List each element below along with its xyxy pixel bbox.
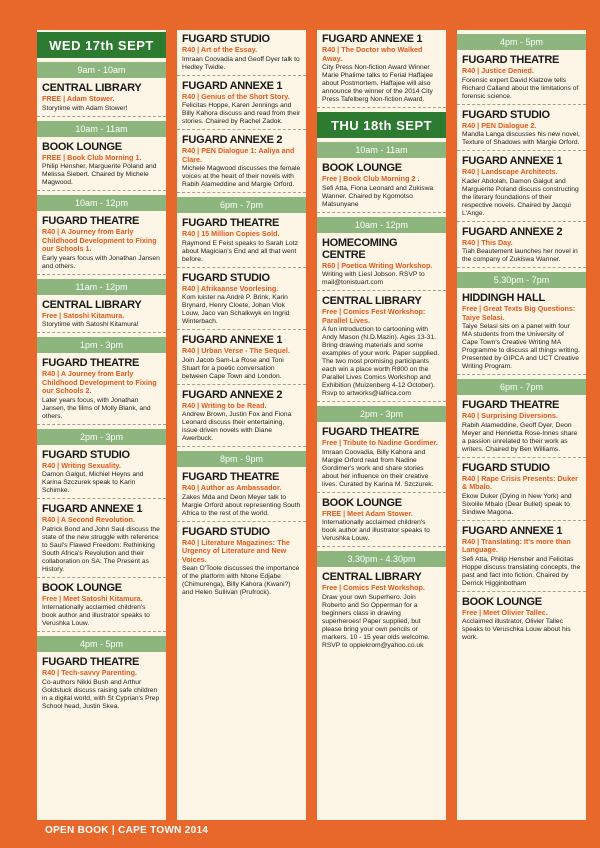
event-title: R40 | Urban Verse - The Sequel. — [182, 346, 290, 355]
event-description: Writing with Liesl Jobson. RSVP to mail@tonistuart.com — [322, 271, 425, 286]
schedule-column-2 — [177, 30, 306, 820]
event-description: Co-authors Nikki Bush and Arthur Goldstuck discuss raising safe children in a digital world, with St Cyprian's Prep School head, Justin Skea. — [42, 678, 160, 710]
event-entry — [177, 134, 306, 193]
event-description: Damon Galgut, Michiel Heyns and Karina Szczurek speak to Karin Schimke. — [42, 471, 144, 494]
event-entry — [37, 141, 166, 192]
event-entry — [457, 292, 586, 375]
event-title: FREE | Adam Stower. — [42, 94, 115, 103]
event-venue: FUGARD STUDIO — [462, 461, 550, 474]
event-title: Free | Comics Fest Workshop. — [322, 583, 425, 592]
event-venue: CENTRAL LIBRARY — [322, 295, 422, 307]
event-title: R40 | This Day. — [462, 237, 513, 247]
event-venue: BOOK LOUNGE — [322, 496, 402, 509]
event-entry — [37, 503, 166, 578]
event-entry — [37, 582, 166, 633]
event-entry — [37, 215, 166, 275]
event-venue: BOOK LOUNGE — [42, 140, 122, 153]
event-title: FREE | Meet Adam Stower. — [322, 508, 413, 518]
event-title: R40 | PEN Dialogue 2. — [462, 120, 537, 130]
event-entry — [317, 33, 446, 108]
event-title: R40 | A Second Revolution. — [42, 515, 135, 524]
schedule-column-1 — [37, 30, 166, 820]
time-slot-header: 4pm - 5pm — [37, 636, 166, 652]
event-entry — [457, 399, 586, 458]
event-venue: HOMECOMING CENTRE — [322, 236, 398, 261]
day-heading: THU 18th SEPT — [317, 112, 446, 138]
event-venue: FUGARD STUDIO — [182, 33, 270, 45]
event-title: R40 | Writing Sexuality. — [42, 460, 121, 470]
event-title: R40 | A Journey from Early Childhood Development to Fixing our Schools 1. — [42, 227, 157, 253]
event-entry — [457, 462, 586, 521]
time-slot-header: 3.30pm - 4.30pm — [317, 551, 446, 567]
event-venue: FUGARD THEATRE — [462, 399, 560, 411]
event-title: FREE | Book Club Morning 1. — [42, 152, 142, 162]
event-description: Michele Magwood discusses the female voices at the heart of their novels with Rabih Alameddine and Margie Orford. — [182, 165, 301, 188]
event-venue: FUGARD ANNEXE 1 — [462, 524, 563, 537]
event-title: Free | Great Texts Big Questions: Taiye Selasi. — [462, 304, 576, 322]
time-slot-header: 11am - 12pm — [37, 279, 166, 295]
event-venue: FUGARD ANNEXE 1 — [182, 79, 283, 92]
event-description: Raymond E Feist speaks to Sarah Lotz about Magician's End and all that went before. — [182, 239, 298, 263]
event-entry — [37, 357, 166, 425]
event-description: Mandla Langa discusses his new novel, Texture of Shadows with Margie Orford. — [462, 131, 580, 146]
event-title: R40 | Afrikaanse Voorlesing. — [182, 283, 279, 293]
event-description: Internationally acclaimed children's book author and illustrator speaks to Verushka Louw. — [42, 604, 150, 627]
event-title: R40 | Writing to be Read. — [182, 400, 267, 410]
event-description: Sefi Atta, Fiona Leonard and Zukiswa Wanner. Chaired by Kgomotso Matsunyane — [322, 184, 434, 208]
event-description: Join Jacob Sam-La Rose and Toni Stuart for a poetic conversation between Cape Town and London. — [182, 356, 284, 380]
event-venue: FUGARD THEATRE — [42, 215, 140, 227]
event-description: Kader Abdolah, Damon Galgut and Marguerite Poland discuss constructing the literary foundations of their respective novels. Chaired by Jacqui L'Ange. — [462, 177, 579, 217]
event-venue: BOOK LOUNGE — [322, 162, 402, 174]
event-entry — [177, 272, 306, 331]
day-heading: WED 17th SEPT — [37, 32, 166, 58]
event-title: R40 | A Journey from Early Childhood Development to Fixing our Schools 2. — [42, 369, 157, 395]
event-title: R40 | Landscape Architects. — [462, 167, 558, 176]
event-entry — [37, 656, 166, 714]
time-slot-header: 6pm - 7pm — [457, 379, 586, 395]
event-description: Storytime with Adam Stower! — [42, 104, 128, 112]
event-title: R40 | Tech-savvy Parenting. — [42, 668, 137, 677]
event-venue: HIDDINGH HALL — [462, 292, 545, 304]
event-description: Acclaimed illustrator, Olivier Tallec speaks to Veruschka Louw about his work. — [462, 618, 571, 641]
footer-title: OPEN BOOK | CAPE TOWN 2014 — [45, 825, 209, 836]
event-venue: FUGARD ANNEXE 2 — [462, 225, 563, 238]
event-entry — [317, 162, 446, 213]
event-entry — [177, 334, 306, 385]
event-venue: FUGARD THEATRE — [182, 217, 280, 229]
event-description: A fun introduction to cartooning with Andy Mason (N.D.Mazin). Ages 13-31. Bring drawing materials and some examples of your work. Paper supplied. The two most promising participants each win a place worth R800 on the Parallel Lives Comics Workshop and Exhibition (Muizenberg 4-12 October). Rsvp to artworks@iafrica.com — [322, 326, 440, 397]
event-title: R40 | PEN Dialogue 1: Aaliya and Clare. — [182, 146, 295, 164]
event-title: R40 | Art of the Essay. — [182, 45, 258, 54]
event-venue: FUGARD ANNEXE 1 — [462, 155, 563, 167]
event-entry — [177, 526, 306, 601]
event-title: R40 | Translating: It's more than Language. — [462, 536, 571, 554]
event-title: Free | Meet Olivier Tallec. — [462, 607, 548, 617]
event-entry — [457, 155, 586, 222]
time-slot-header: 9am - 10am — [37, 62, 166, 78]
event-venue: FUGARD STUDIO — [182, 271, 270, 284]
event-entry — [177, 80, 306, 131]
time-slot-header: 4pm - 5pm — [457, 34, 586, 50]
schedule-page — [37, 30, 589, 820]
time-slot-header: 10am - 12pm — [37, 195, 166, 211]
time-slot-header: 2pm - 3pm — [317, 406, 446, 422]
event-description: Internationally acclaimed children's book author and illustrator speaks to Verushka Louw. — [322, 519, 430, 542]
event-description: Imraan Coovadia, Billy Kahora and Margie Orford read from Nadine Gordimer's work and share stories about her influence on their creative lives. Curated by Karina M. Szczurek. — [322, 448, 434, 488]
time-slot-header: 10am - 11am — [317, 142, 446, 158]
event-entry — [37, 82, 166, 117]
event-entry — [177, 389, 306, 448]
event-entry — [457, 226, 586, 269]
event-venue: CENTRAL LIBRARY — [42, 298, 142, 311]
event-entry — [457, 54, 586, 105]
event-description: Philip Hensher, Marguerite Poland and Melissa Siebert. Chaired by Michele Magwood. — [42, 163, 157, 186]
event-description: Zakes Mda and Deon Meyer talk to Margie Orford about representing South Africa to the rest of the world. — [182, 493, 301, 517]
event-description: Imraan Coovadia and Geoff Dyer talk to Hedley Twidle. — [182, 55, 300, 71]
event-title: Free | Satoshi Kitamura. — [42, 310, 125, 320]
event-title: R40 | Surprising Diversions. — [462, 411, 558, 420]
event-title: Free | Book Club Morning 2 . — [322, 174, 420, 183]
event-venue: BOOK LOUNGE — [462, 595, 542, 608]
event-venue: FUGARD ANNEXE 1 — [322, 33, 423, 45]
event-description: Rabih Alameddine, Geoff Dyer, Deon Meyer and Henrietta Rose-Innes share a passion unrelated to their work as writers. Chaired by Ben Williams. — [462, 421, 578, 453]
event-title: R40 | Genius of the Short Story. — [182, 91, 290, 101]
event-entry — [317, 426, 446, 493]
event-venue: FUGARD THEATRE — [42, 357, 140, 369]
event-entry — [317, 497, 446, 548]
event-description: Sefi Atta, Philip Hensher and Felicitas Hoppe discuss translating concepts, the past and fact into fiction. Chaired by Derrick Higginbotham — [462, 555, 581, 587]
event-title: R60 | Poetica Writing Workshop. — [322, 260, 433, 270]
event-venue: CENTRAL LIBRARY — [42, 82, 142, 94]
schedule-column-4 — [457, 30, 586, 820]
event-title: Free | Comics Fest Workshop: Parallel Lives. — [322, 307, 426, 325]
event-description: Patrick Bond and John Saul discuss the state of the new struggle with reference to Saul's Flawed Freedom: Rethinking South Africa's Revolution and their collaboration on SA: The Present as History. — [42, 525, 160, 573]
time-slot-header: 10am - 12pm — [317, 217, 446, 233]
event-title: R40 | The Doctor who Walked Away. — [322, 45, 423, 63]
event-description: Tiah Beautement launches her novel in the company of Zukiswa Wanner. — [462, 248, 578, 263]
event-description: Forensic expert David Klatzow tells Richard Calland about the limitations of forensic science. — [462, 76, 579, 100]
event-entry — [37, 449, 166, 500]
event-description: Andrew Brown, Justin Fox and Fiona Leonard discuss their entertaining, issue driven novels with Diane Awerbuck. — [182, 411, 292, 442]
time-slot-header: 2pm - 3pm — [37, 429, 166, 445]
event-venue: FUGARD ANNEXE 1 — [42, 503, 143, 515]
event-entry — [317, 295, 446, 402]
event-entry — [457, 596, 586, 646]
event-entry — [317, 237, 446, 292]
event-entry — [177, 471, 306, 522]
event-description: Ekow Duker (Dying in New York) and Sixolile Mbalo (Dear Bullet) speak to Sindiwe Magona. — [462, 492, 572, 516]
event-title: Free | Tribute to Nadine Gordimer. — [322, 438, 438, 447]
event-entry — [37, 299, 166, 334]
event-entry — [457, 525, 586, 592]
event-entry — [317, 571, 446, 653]
event-description: Storytime with Satoshi Kitamura! — [42, 321, 139, 328]
event-title: R40 | 15 Million Copies Sold. — [182, 229, 280, 238]
event-venue: FUGARD STUDIO — [42, 448, 130, 461]
event-description: Draw your own Superhero. Join Roberto and So Opperman for a beginners class in drawing superheroes! Paper supplied, but please bring your own pencils or markers. 10 - 15 year olds welcome. RSVP to oppiekrom@yahoo.co.uk — [322, 593, 430, 649]
event-venue: FUGARD STUDIO — [182, 525, 270, 538]
event-venue: FUGARD ANNEXE 2 — [182, 388, 283, 401]
event-entry — [177, 33, 306, 76]
event-title: R40 | Author as Ambassador. — [182, 483, 282, 492]
event-description: Sean O'Toole discusses the importance of the platform with Ntone Edjabe (Chimurenga), Billy Kahora (Kwani?) and Helen Sullivan (Prufrock). — [182, 565, 300, 596]
event-title: R40 | Justice Denied. — [462, 66, 534, 75]
event-description: Later years focus, with Jonathan Jansen, the films of Molly Blank, and others. — [42, 396, 151, 420]
event-venue: FUGARD THEATRE — [322, 426, 420, 438]
event-venue: FUGARD ANNEXE 2 — [182, 134, 283, 146]
event-description: Early years focus with Jonathan Jansen and others. — [42, 254, 160, 270]
event-venue: BOOK LOUNGE — [42, 581, 122, 594]
time-slot-header: 6pm - 7pm — [177, 197, 306, 213]
event-venue: FUGARD ANNEXE 1 — [182, 334, 283, 346]
event-title: Free | Meet Satoshi Kitamura. — [42, 593, 143, 603]
time-slot-header: 1pm - 3pm — [37, 337, 166, 353]
event-venue: FUGARD THEATRE — [462, 54, 560, 66]
event-venue: FUGARD THEATRE — [182, 471, 280, 483]
event-description: City Press Non-fiction Award Winner Marie Phalime talks to Ferial Haffajee about Postmortem. Haffajee will also announce the winner of the 2014 City Press Tafelberg Non-fiction Award. — [322, 64, 434, 103]
time-slot-header: 10am - 11am — [37, 121, 166, 137]
time-slot-header: 5.30pm - 7pm — [457, 272, 586, 288]
event-title: R40 | Rape Crisis Presents: Duker & Mbalo. — [462, 473, 578, 491]
event-venue: FUGARD THEATRE — [42, 656, 140, 668]
event-venue: CENTRAL LIBRARY — [322, 571, 422, 583]
event-description: Taiye Selasi sits on a panel with four MA students from the University of Cape Town's Creative Writing MA Programme to discuss all things writing. Presented by GIPCA and UCT Creative Writing Program. — [462, 323, 580, 370]
event-description: Felicitas Hoppe, Karen Jennings and Billy Kahora discuss and read from their stories. Chaired by Rachel Zadok. — [182, 102, 301, 125]
event-entry — [457, 109, 586, 152]
event-description: Kom luister na André P. Brink, Karin Brynard, Henry Cloete, Johan Vlok Louw, Jaco van Schalkwyk en Ingrid Winterbach. — [182, 294, 290, 325]
event-entry — [177, 217, 306, 268]
schedule-column-3 — [317, 30, 446, 820]
time-slot-header: 8pm - 9pm — [177, 451, 306, 467]
event-title: R40 | Literature Magazines: The Urgency of Literature and New Voices. — [182, 537, 290, 564]
event-venue: FUGARD STUDIO — [462, 108, 550, 121]
